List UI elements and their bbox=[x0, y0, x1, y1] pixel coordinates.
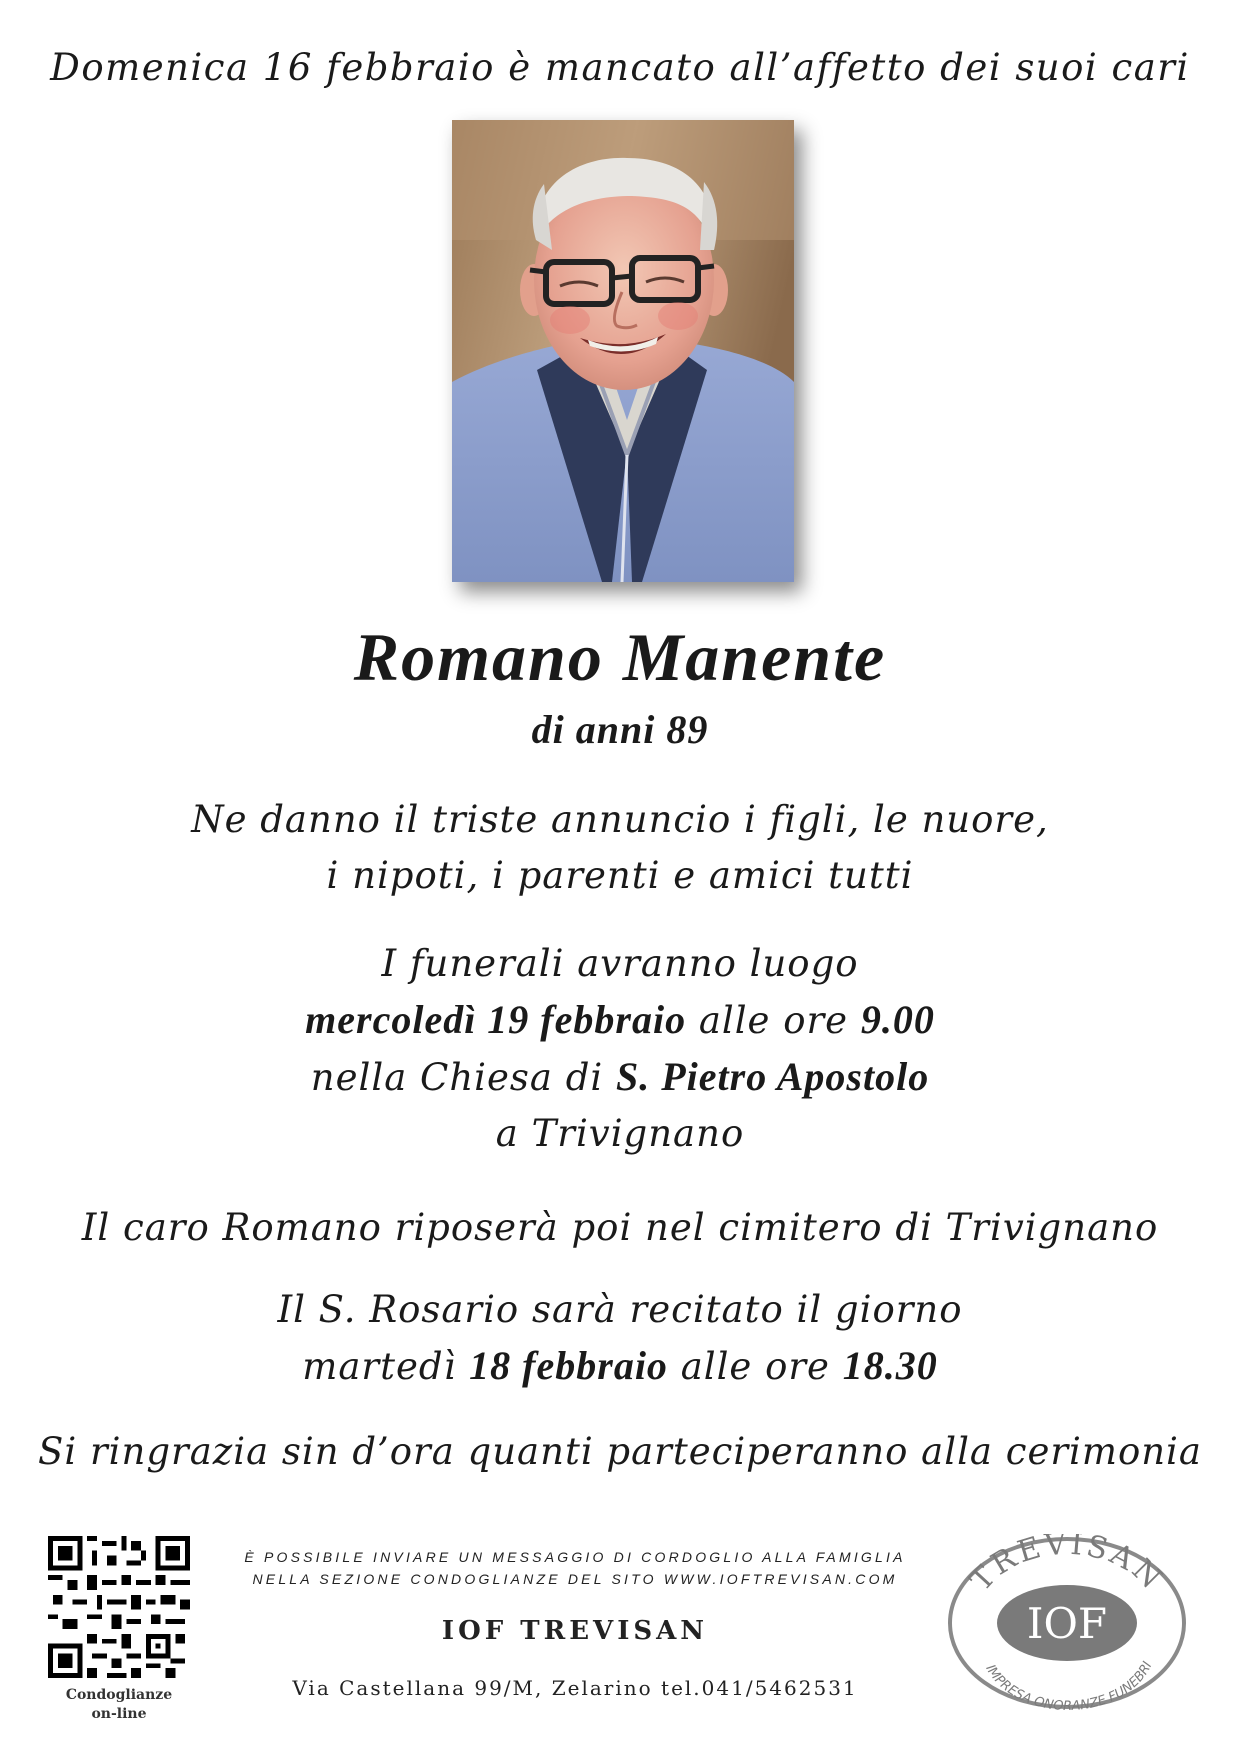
qr-label-line-1: Condoglianze bbox=[65, 1687, 173, 1703]
deceased-age: di anni 89 bbox=[531, 707, 709, 752]
rosary-info bbox=[0, 1282, 1240, 1395]
funeral-line-1: I funerali avranno luogo bbox=[381, 942, 859, 985]
condolence-message-line-1: È POSSIBILE INVIARE UN MESSAGGIO DI CORDOGLIO ALLA FAMIGLIA bbox=[244, 1549, 906, 1565]
thanks-text: Si ringrazia sin d’ora quanti parteciperanno alla cerimonia bbox=[38, 1430, 1202, 1473]
announcement-line-1: Ne danno il triste annuncio i figli, le nuore, bbox=[191, 798, 1049, 841]
condolence-message-line-2: NELLA SEZIONE CONDOGLIANZE DEL SITO WWW.IOFTREVISAN.COM bbox=[252, 1571, 898, 1587]
rosary-line-1: Il S. Rosario sarà recitato il giorno bbox=[277, 1288, 963, 1331]
qr-label-line-2: on-line bbox=[91, 1706, 147, 1722]
qr-code[interactable] bbox=[48, 1536, 190, 1678]
funeral-info bbox=[0, 936, 1240, 1162]
funeral-church-prefix: nella Chiesa di bbox=[310, 1056, 604, 1099]
funeral-date: mercoledì 19 febbraio bbox=[305, 997, 687, 1042]
funeral-time-prefix: alle ore bbox=[698, 999, 849, 1042]
funeral-line-3 bbox=[0, 1049, 1240, 1106]
burial-info: Il caro Romano riposerà poi nel cimitero di Trivignano bbox=[81, 1206, 1159, 1249]
funeral-line-2 bbox=[0, 992, 1240, 1049]
company-name: IOF TREVISAN bbox=[441, 1616, 709, 1646]
announcement-line-2: i nipoti, i parenti e amici tutti bbox=[326, 854, 914, 897]
portrait-photo bbox=[452, 120, 794, 582]
funeral-time: 9.00 bbox=[860, 997, 935, 1042]
rosary-date: 18 febbraio bbox=[469, 1343, 668, 1388]
svg-text:TREVISAN: TREVISAN bbox=[963, 1534, 1171, 1599]
rosary-day: martedì bbox=[302, 1345, 457, 1388]
iof-trevisan-logo bbox=[944, 1534, 1190, 1712]
rosary-time: 18.30 bbox=[842, 1343, 938, 1388]
deceased-name: Romano Manente bbox=[353, 619, 887, 695]
condolence-message bbox=[230, 1546, 920, 1590]
rosary-line-2 bbox=[0, 1338, 1240, 1395]
announcement bbox=[0, 792, 1240, 904]
funeral-church: S. Pietro Apostolo bbox=[615, 1054, 930, 1099]
qr-label bbox=[48, 1686, 190, 1724]
funeral-place: a Trivignano bbox=[495, 1112, 745, 1155]
intro-text: Domenica 16 febbraio è mancato all’affetto dei suoi cari bbox=[50, 46, 1190, 89]
svg-text:IMPRESA ONORANZE FUNEBRI: IMPRESA ONORANZE FUNEBRI bbox=[982, 1659, 1156, 1712]
rosary-time-prefix: alle ore bbox=[680, 1345, 830, 1388]
company-address: Via Castellana 99/M, Zelarino tel.041/5462531 bbox=[292, 1676, 858, 1700]
svg-text:IOF: IOF bbox=[1026, 1599, 1108, 1648]
